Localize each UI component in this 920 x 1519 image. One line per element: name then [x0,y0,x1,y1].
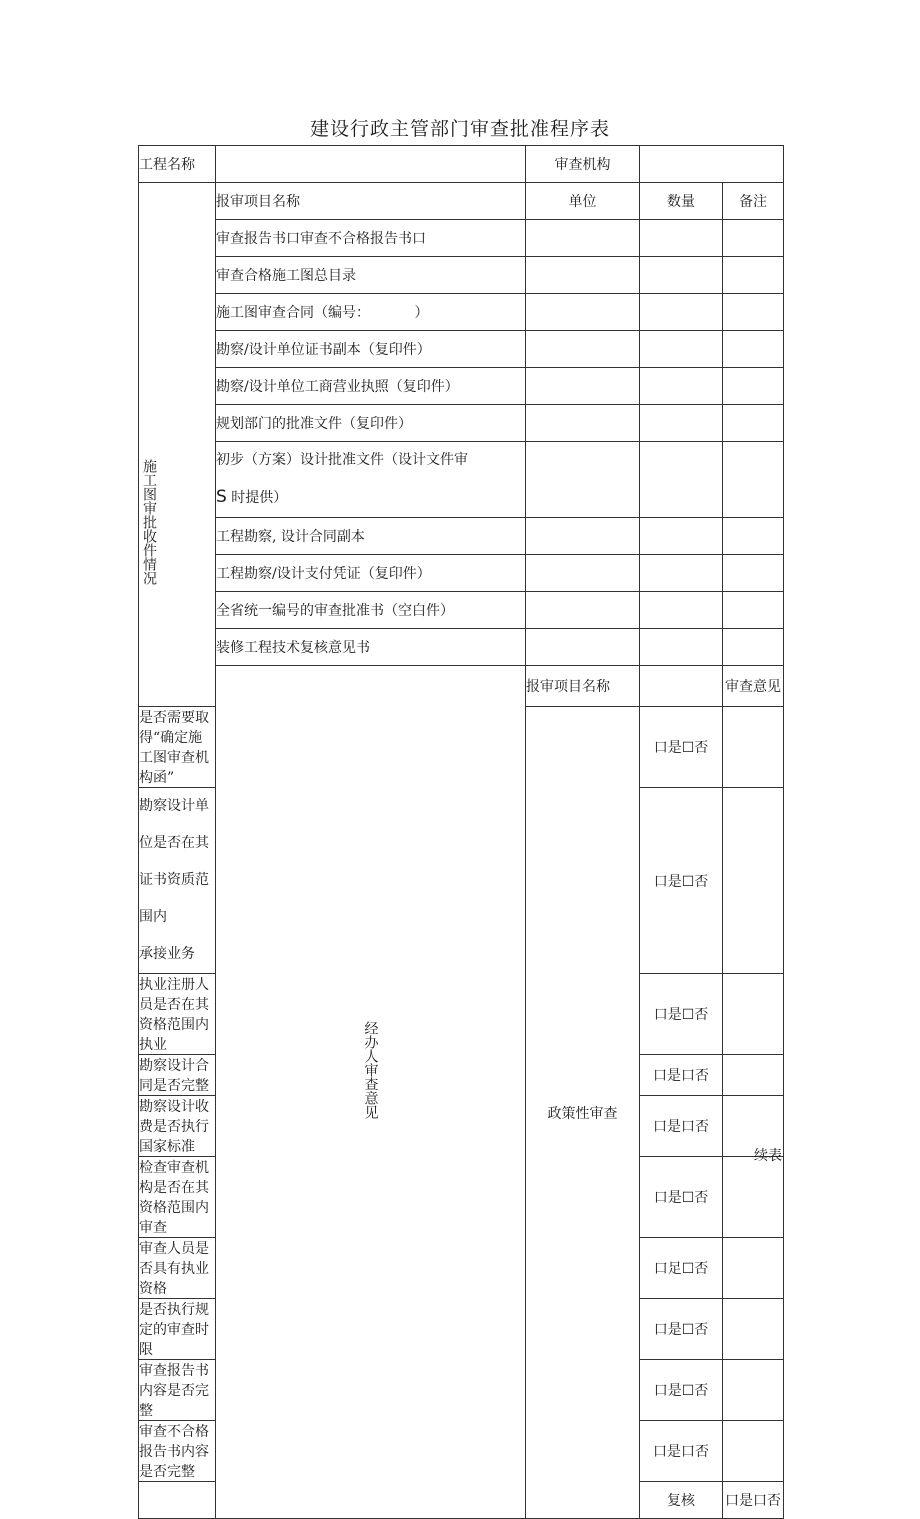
item-label: 审查报告书内容是否完整 [139,1360,216,1421]
table-row [139,368,784,405]
section2-side-label-cell [216,666,526,1519]
review-org-label: 审查机构 [526,146,640,183]
opinion-checkbox[interactable]: 口是☐否 [640,707,723,788]
item-label-line2 [216,479,525,517]
note-cell[interactable] [723,1360,784,1421]
opinion-checkbox[interactable]: 口足☐否 [640,1238,723,1299]
item-label-s: S [216,487,227,507]
qty-cell[interactable] [640,405,723,442]
note-cell[interactable] [723,405,784,442]
project-name-label: 工程名称 [139,146,216,183]
section1-col-item: 报审项目名称 [216,183,526,220]
note-cell[interactable] [723,442,784,518]
qty-cell[interactable] [640,257,723,294]
page-title: 建设行政主管部门审查批准程序表 [309,118,610,140]
table-row [139,518,784,555]
item-label: 审查人员是否具有执业资格 [139,1238,216,1299]
approval-table [138,145,784,1519]
qty-cell[interactable] [640,294,723,331]
section1-side-label-cell [139,183,216,707]
item-label-multiline [139,788,216,974]
unit-cell[interactable] [526,592,640,629]
opinion-checkbox[interactable]: 口是口否 [640,1055,723,1096]
opinion-checkbox[interactable]: 口是☐否 [640,1299,723,1360]
note-cell[interactable] [723,220,784,257]
section2-side-label: 经办人审查意见 [362,1021,379,1119]
item-label: 工程勘察/设计支付凭证（复印件） [216,555,526,592]
unit-cell[interactable] [526,368,640,405]
note-cell[interactable] [723,1238,784,1299]
note-cell[interactable] [723,1157,784,1238]
item-label: 勘察/设计单位工商营业执照（复印件） [216,368,526,405]
opinion-checkbox[interactable]: 口是口否 [640,1096,723,1157]
note-cell[interactable] [723,707,784,788]
note-cell[interactable] [723,368,784,405]
opinion-checkbox[interactable]: 口是☐否 [640,974,723,1055]
item-label: 全省统一编号的审查批准书（空白件） [216,592,526,629]
table-row [139,331,784,368]
item-label: 规划部门的批准文件（复印件） [216,405,526,442]
note-cell[interactable] [723,1055,784,1096]
item-label-line1: 初步（方案）设计批准文件（设计文件审 [216,452,468,468]
opinion-checkbox[interactable]: 口是口否 [640,1421,723,1482]
section2-header-row [139,666,784,707]
note-cell[interactable] [723,629,784,666]
section1-col-unit: 单位 [526,183,640,220]
section1-side-label: 施工图审批收件情况 [141,459,157,585]
qty-cell[interactable] [640,331,723,368]
unit-cell[interactable] [526,442,640,518]
table-row [139,555,784,592]
header-row [139,146,784,183]
qty-cell[interactable] [640,368,723,405]
section1-col-qty: 数量 [640,183,723,220]
item-label-line1: 勘察设计单位是否在其证书资质范围内 [139,798,209,925]
item-label: 审查合格施工图总目录 [216,257,526,294]
note-cell[interactable] [723,788,784,974]
recheck-label: 复核 [640,1482,723,1519]
table-row [139,257,784,294]
note-cell[interactable] [723,1421,784,1482]
section2-col-item: 报审项目名称 [526,666,640,707]
item-label: 装修工程技术复核意见书 [216,629,526,666]
project-name-value[interactable] [216,146,526,183]
unit-cell[interactable] [526,518,640,555]
unit-cell[interactable] [526,294,640,331]
qty-cell[interactable] [640,518,723,555]
item-label: 工程勘察, 设计合同副本 [216,518,526,555]
qty-cell[interactable] [640,555,723,592]
qty-cell[interactable] [640,629,723,666]
note-cell[interactable] [723,1299,784,1360]
table-row [139,629,784,666]
note-cell[interactable] [723,294,784,331]
qty-cell[interactable] [640,592,723,629]
note-cell[interactable] [723,555,784,592]
item-label: 检查审查机构是否在其资格范围内审查 [139,1157,216,1238]
item-label: 勘察设计合同是否完整 [139,1055,216,1096]
qty-cell[interactable] [640,220,723,257]
table-row [139,405,784,442]
opinion-checkbox[interactable]: 口是☐否 [640,788,723,974]
unit-cell[interactable] [526,257,640,294]
opinion-checkbox[interactable]: 口是☐否 [640,1360,723,1421]
unit-cell[interactable] [526,629,640,666]
item-label: 执业注册人员是否在其资格范围内执业 [139,974,216,1055]
note-cell[interactable] [723,331,784,368]
unit-cell[interactable] [526,220,640,257]
recheck-checkbox[interactable]: 口是口否 [723,1482,784,1519]
section2-col-opinion: 审查意见 [723,666,784,707]
qty-cell[interactable] [640,442,723,518]
note-cell[interactable] [723,974,784,1055]
table-row [139,592,784,629]
table-row [139,442,784,518]
unit-cell[interactable] [526,405,640,442]
item-label: 审查报告书口审查不合格报告书口 [216,220,526,257]
unit-cell[interactable] [526,555,640,592]
item-label: 勘察/设计单位证书副本（复印件） [216,331,526,368]
item-label: 施工图审查合同（编号： ） [216,294,526,331]
section2-col-blank [640,666,723,707]
review-org-value[interactable] [640,146,784,183]
opinion-checkbox[interactable]: 口是☐否 [640,1157,723,1238]
table-row [139,220,784,257]
table-row [139,294,784,331]
note-cell[interactable] [723,592,784,629]
item-label-multiline [216,442,526,518]
item-label: 审查不合格报告书内容是否完整 [139,1421,216,1482]
continued-label: 续表 [754,1148,782,1164]
item-label: 勘察设计收费是否执行国家标准 [139,1096,216,1157]
section1-header-row [139,183,784,220]
item-label: 是否需要取得“确定施工图审查机构函” [139,707,216,788]
item-label-line2-rest: 时提供） [231,490,288,506]
note-cell[interactable] [723,518,784,555]
item-label: 是否执行规定的审查时限 [139,1299,216,1360]
note-cell[interactable] [723,257,784,294]
unit-cell[interactable] [526,331,640,368]
section1-col-note: 备注 [723,183,784,220]
recheck-blank[interactable] [139,1482,216,1519]
policy-review-label: 政策性审查 [526,707,640,1519]
item-label-line2: 承接业务 [139,946,195,962]
